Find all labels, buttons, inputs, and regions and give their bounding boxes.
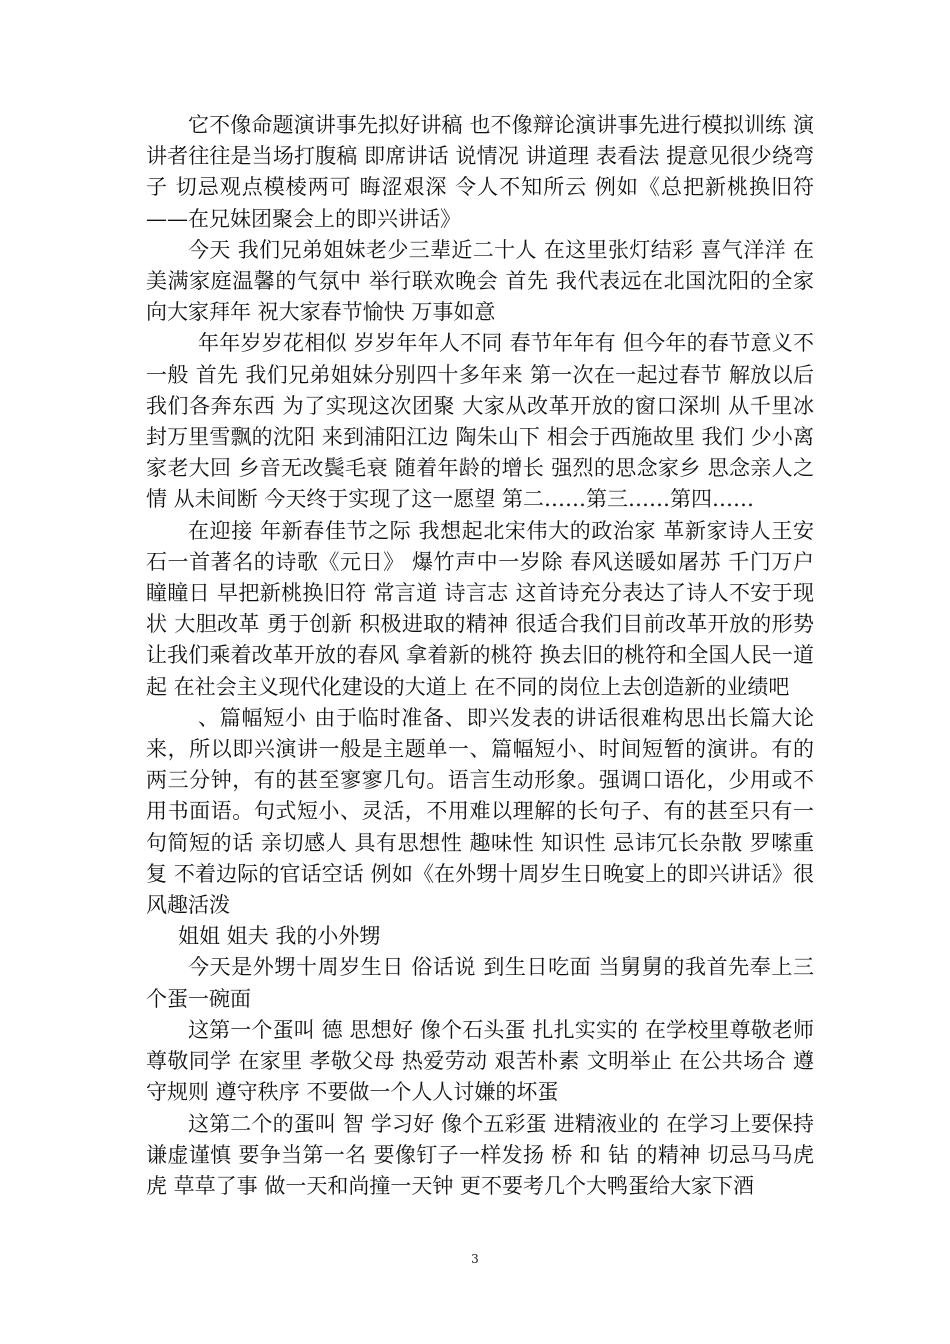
paragraph-greeting: 今天 我们兄弟姐妹老少三辈近二十人 在这里张灯结彩 喜气洋洋 在美满家庭温馨的气氛中 举行联欢晚会 首先 我代表远在北国沈阳的全家向大家拜年 祝大家春节愉快 万事如意 <box>146 237 814 325</box>
paragraph-salutation: 姐姐 姐夫 我的小外甥 <box>178 924 381 949</box>
paragraph-poem: 在迎接 年新春佳节之际 我想起北宋伟大的政治家 革新家诗人王安石一首著名的诗歌《元日》 爆竹声中一岁除 春风送暖如屠苏 千门万户瞳瞳日 早把新桃换旧符 常言道 诗言志 这首诗充分表达了诗人不安于现状 大胆改革 勇于创新 积极进取的精神 很适合我们目前改革开放的形势 让我们乘着改革开放的春风 拿着新的桃符 换去旧的桃符和全国人民一道起 在社会主义现代化建设的大道上 在不同的岗位上去创造新的业绩吧 <box>146 518 814 699</box>
paragraph-second-egg: 这第二个的蛋叫 智 学习好 像个五彩蛋 进精液业的 在学习上要保持谦虚谨慎 要争当第一名 要像钉子一样发扬 桥 和 钻 的精神 切忌马马虎虎 草草了事 做一天和尚撞一天钟 更不要考几个大鸭蛋给大家下酒 <box>146 1111 814 1198</box>
paragraph-birthday: 今天是外甥十周岁生日 俗话说 到生日吃面 当舅舅的我首先奉上三个蛋一碗面 <box>146 955 814 1011</box>
paragraph-intro: 它不像命题演讲事先拟好讲稿 也不像辩论演讲事先进行模拟训练 演讲者往往是当场打腹稿 即席讲话 说情况 讲道理 表看法 提意见很少绕弯子 切忌观点模棱两可 晦涩艰深 令人不知所云 例如《总把新桃换旧符——在兄妹团聚会上的即兴讲话》 <box>146 113 814 231</box>
paragraph-spring-festival: 年年岁岁花相似 岁岁年年人不同 春节年年有 但今年的春节意义不一般 首先 我们兄弟姐妹分别四十多年来 第一次在一起过春节 解放以后 我们各奔东西 为了实现这次团聚 大家从改革开放的窗口深圳 从千里冰封万里雪飘的沈阳 来到浦阳江边 陶朱山下 相会于西施故里 我们 少小离家老大回 乡音无改鬓毛衰 随着年龄的增长 强烈的思念家乡 思念亲人之情 从未间断 今天终于实现了这一愿望 第二……第三……第四…… <box>146 331 814 512</box>
page-number: 3 <box>471 1252 479 1266</box>
body-text <box>146 110 814 1202</box>
paragraph-first-egg: 这第一个蛋叫 德 思想好 像个石头蛋 扎扎实实的 在学校里尊敬老师 尊敬同学 在家里 孝敬父母 热爱劳动 艰苦朴素 文明举止 在公共场合 遵守规则 遵守秩序 不要做一个人人讨嫌的坏蛋 <box>146 1017 814 1105</box>
paragraph-short-length: 、篇幅短小 由于临时准备、即兴发表的讲话很难构思出长篇大论来，所以即兴演讲一般是主题单一、篇幅短小、时间短暂的演讲。有的两三分钟，有的甚至寥寥几句。语言生动形象。强调口语化，少用或不用书面语。句式短小、灵活，不用难以理解的长句子、有的甚至只有一句简短的话 亲切感人 具有思想性 趣味性 知识性 忌讳冗长杂散 罗嗦重复 不着边际的官话空话 例如《在外甥十周岁生日晚宴上的即兴讲话》很风趣活泼 <box>146 705 814 918</box>
